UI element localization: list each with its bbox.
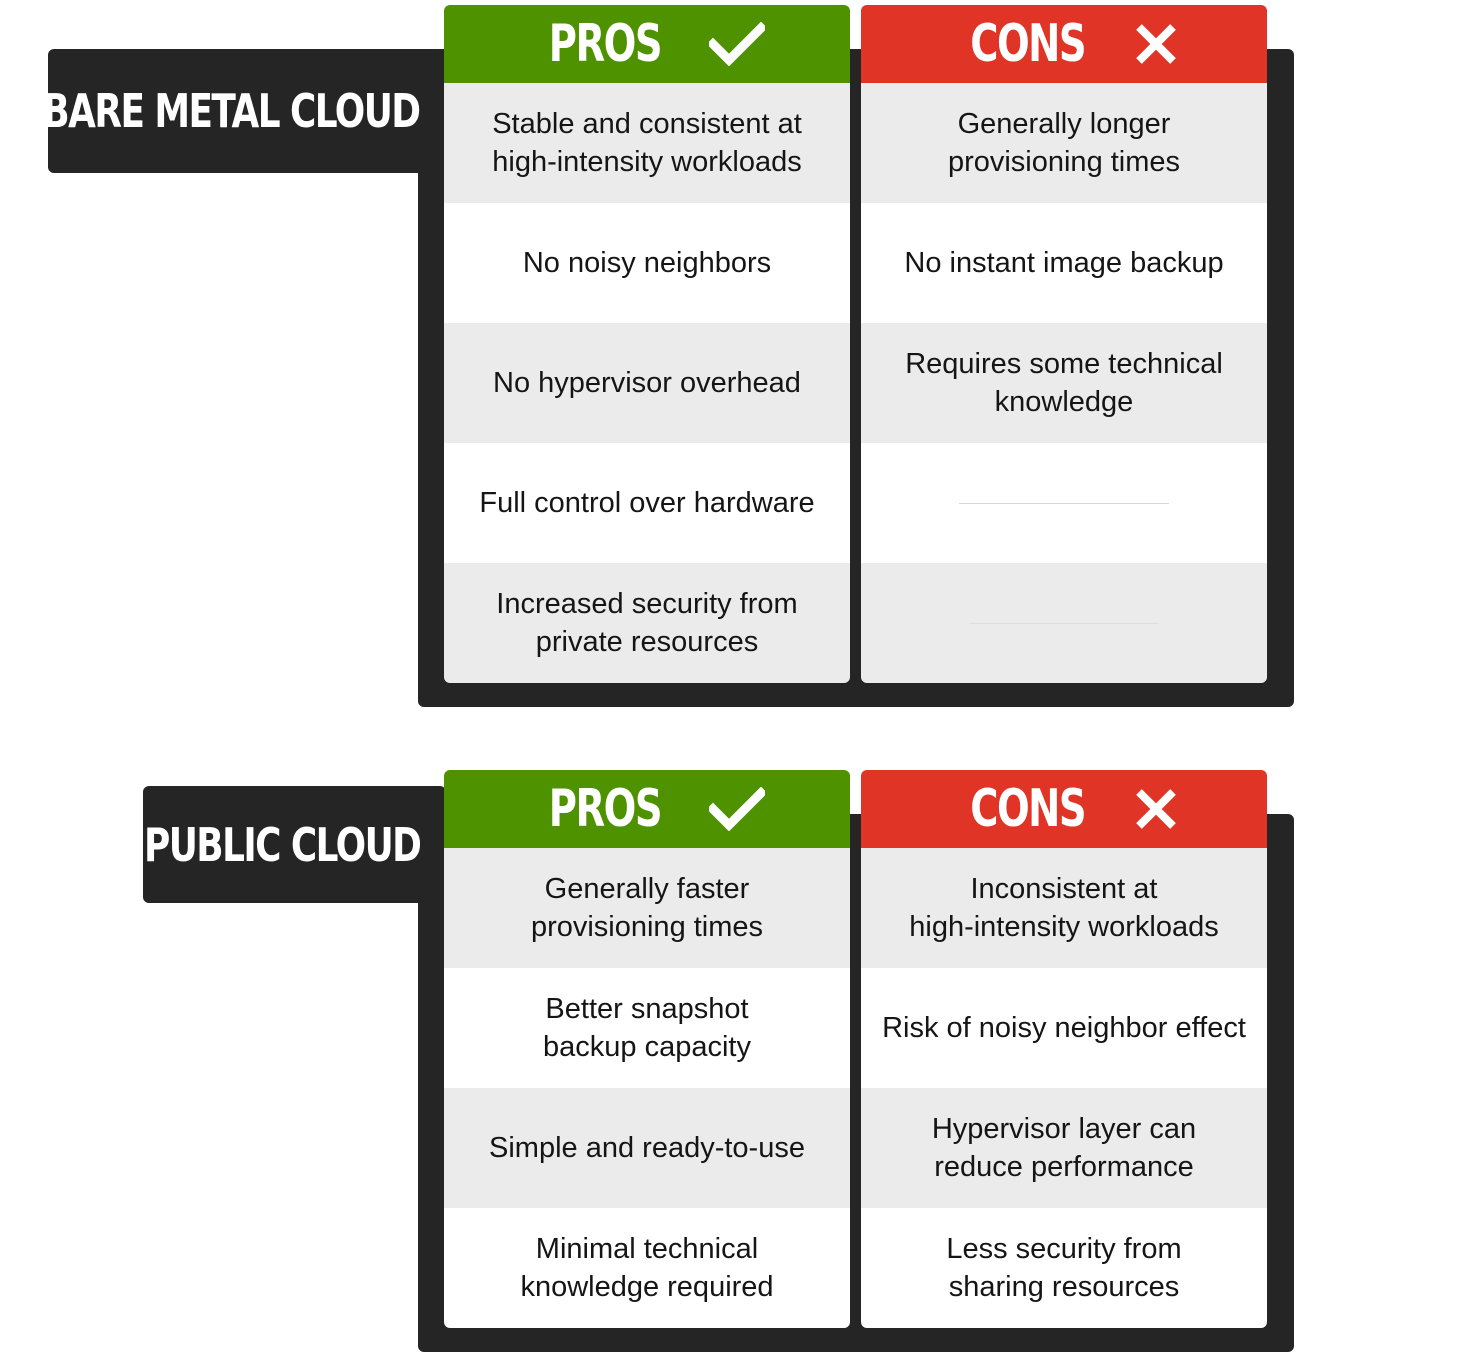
cons-item: Requires some technical knowledge <box>861 323 1267 443</box>
pros-item: Full control over hardware <box>444 443 850 563</box>
pros-item: Better snapshot backup capacity <box>444 968 850 1088</box>
pros-item: Increased security from private resources <box>444 563 850 683</box>
pros-item: No hypervisor overhead <box>444 323 850 443</box>
bare-metal-title-box <box>42 49 446 173</box>
public-cloud-cons-column <box>861 770 1267 1328</box>
checkmark-icon <box>709 787 765 831</box>
cons-item: Hypervisor layer can reduce performance <box>861 1088 1267 1208</box>
pros-label: PROS <box>548 14 662 74</box>
divider <box>959 503 1169 504</box>
bare-metal-pros-column <box>444 5 850 683</box>
divider <box>969 623 1159 624</box>
close-icon <box>1134 787 1178 831</box>
cons-empty-item <box>861 443 1267 563</box>
close-icon <box>1134 22 1178 66</box>
cons-item: Less security from sharing resources <box>861 1208 1267 1328</box>
cons-header <box>861 5 1267 83</box>
cons-item: Generally longer provisioning times <box>861 83 1267 203</box>
pros-header <box>444 770 850 848</box>
cons-label: CONS <box>970 14 1086 74</box>
pros-header <box>444 5 850 83</box>
pros-item: Generally faster provisioning times <box>444 848 850 968</box>
cons-label: CONS <box>970 779 1086 839</box>
bare-metal-cons-column <box>861 5 1267 683</box>
cons-item: Risk of noisy neighbor effect <box>861 968 1267 1088</box>
cons-item: No instant image backup <box>861 203 1267 323</box>
public-cloud-title-box <box>143 786 446 903</box>
pros-item: No noisy neighbors <box>444 203 850 323</box>
pros-item: Simple and ready-to-use <box>444 1088 850 1208</box>
pros-item: Stable and consistent at high-intensity workloads <box>444 83 850 203</box>
section-title: BARE METAL CLOUD <box>42 84 420 138</box>
cons-empty-item <box>861 563 1267 683</box>
checkmark-icon <box>709 22 765 66</box>
cons-header <box>861 770 1267 848</box>
cons-item: Inconsistent at high-intensity workloads <box>861 848 1267 968</box>
section-title: PUBLIC CLOUD <box>143 817 420 872</box>
public-cloud-pros-column <box>444 770 850 1328</box>
pros-item: Minimal technical knowledge required <box>444 1208 850 1328</box>
pros-label: PROS <box>548 779 662 839</box>
